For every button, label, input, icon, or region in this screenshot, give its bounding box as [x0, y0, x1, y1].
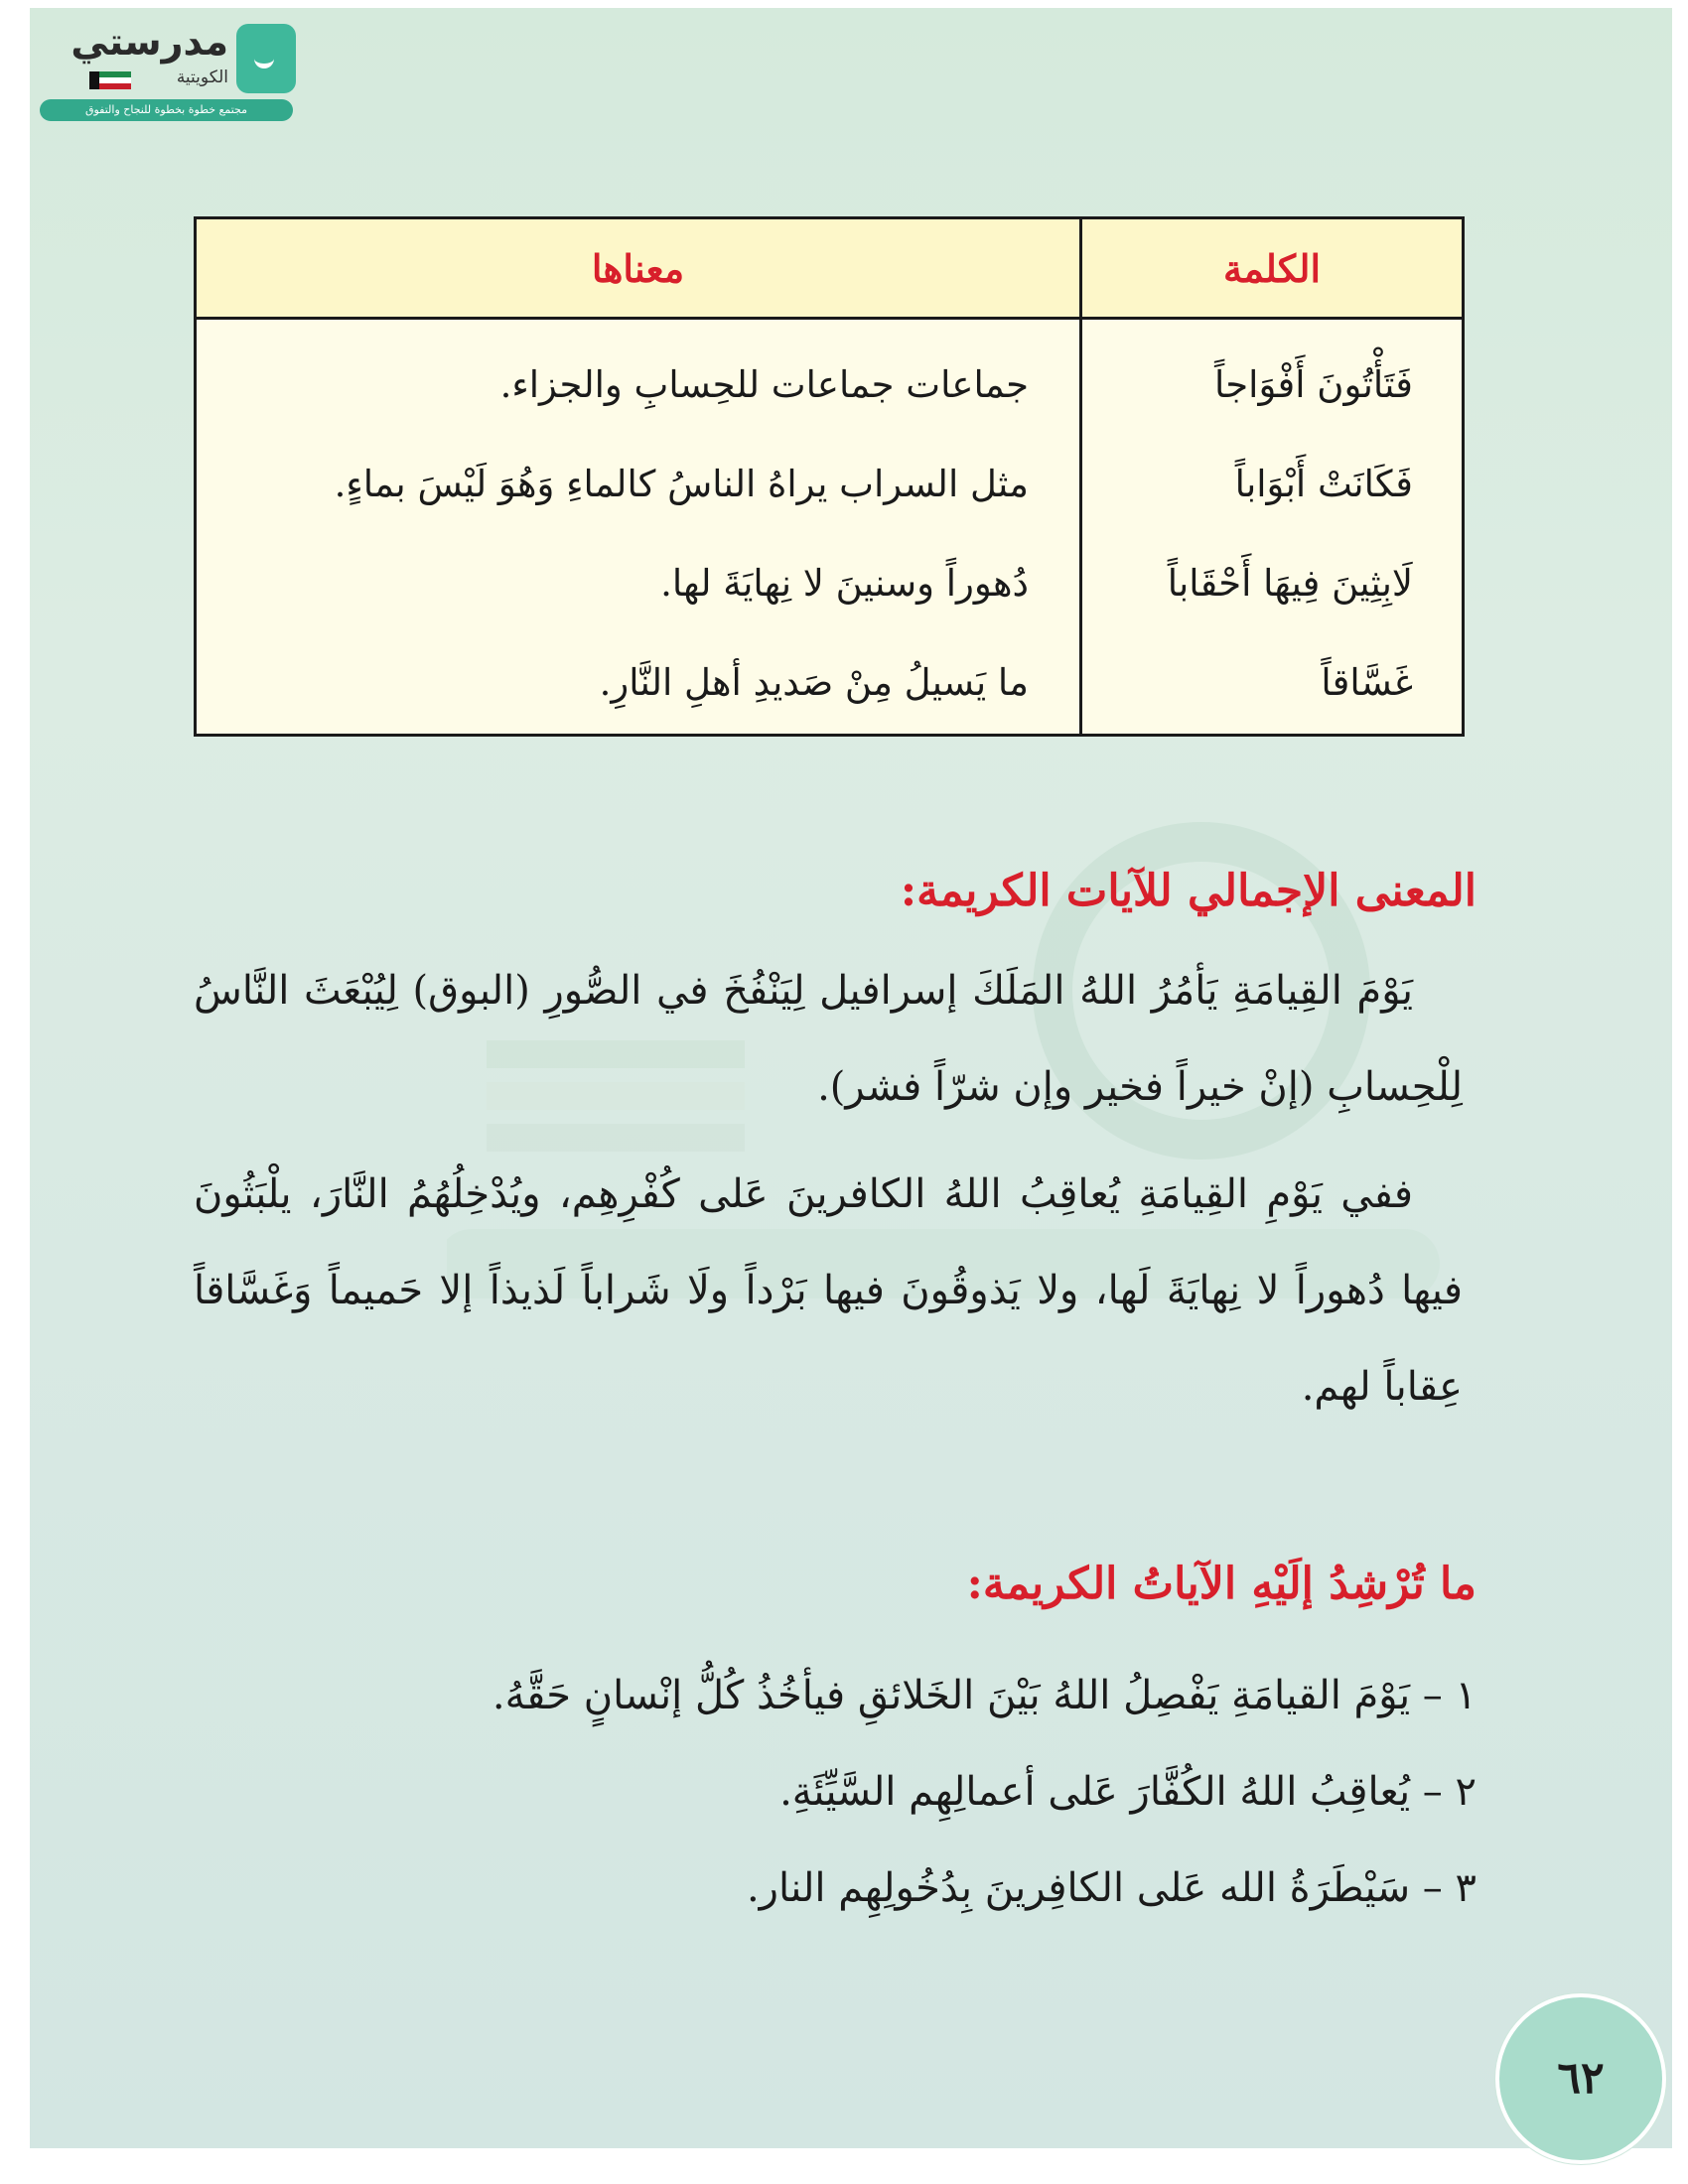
- header-meaning: معناها: [196, 218, 1081, 319]
- logo-icon: [236, 24, 296, 93]
- word-cell: فَكَانَتْ أَبْوَاباً: [1234, 463, 1413, 505]
- meaning-cell: ما يَسيلُ مِنْ صَديدِ أهلِ النَّارِ.: [599, 661, 1029, 704]
- list-item: ٢ – يُعاقِبُ اللهُ الكُفَّارَ عَلى أعمالِهِم السَّيِّئَةِ.: [779, 1769, 1477, 1815]
- logo-subtitle: الكويتية: [176, 68, 228, 87]
- section-heading-meaning: المعنى الإجمالي للآيات الكريمة:: [900, 866, 1477, 916]
- meaning-cell: جماعات جماعات للحِسابِ والجزاء.: [499, 363, 1029, 406]
- guidance-list: [492, 1648, 1477, 1937]
- word-cell: فَتَأْتُونَ أَفْوَاجاً: [1214, 363, 1413, 406]
- word-cell: لَابِثِينَ فِيهَا أَحْقَاباً: [1167, 562, 1413, 605]
- paragraph: يَوْمَ القِيامَةِ يَأمُرُ اللهُ المَلَكَ إسرافيل لِيَنْفُخَ في الصُّورِ (البوق) لِيُبْعَثَ النَّاسُ لِلْحِسابِ (إنْ خيراً فخير وإن شرّاً فشر).: [194, 968, 1463, 1110]
- list-item: ٣ – سَيْطَرَةُ الله عَلى الكافِرينَ بِدُخُولِهِم النار.: [746, 1865, 1477, 1911]
- vocabulary-table: [194, 216, 1465, 737]
- word-column: [1081, 319, 1464, 736]
- header-word: الكلمة: [1081, 218, 1464, 319]
- meaning-cell: دُهوراً وسنينَ لا نِهايَةَ لها.: [660, 562, 1029, 605]
- paragraph: ففي يَوْمِ القِيامَةِ يُعاقِبُ اللهُ الكافرينَ عَلى كُفْرِهِم، ويُدْخِلُهُمُ النَّارَ، يلْبَثُونَ فيها دُهوراً لا نِهايَةَ لَها، ولا يَذوقُونَ فيها بَرْداً ولَا شَراباً لَذيذاً إلا حَميماً وَغَسَّاقاً عِقاباً لهم.: [194, 1171, 1463, 1410]
- section-heading-guidance: ما تُرْشِدُ إلَيْهِ الآياتُ الكريمة:: [966, 1559, 1477, 1609]
- word-cell: غَسَّاقاً: [1321, 661, 1413, 704]
- kuwait-flag-icon: [89, 71, 131, 89]
- page-number: ٦٢: [1495, 1993, 1666, 2164]
- table-row: [196, 319, 1464, 736]
- meaning-column: [196, 319, 1081, 736]
- logo-name: مدرستي: [70, 20, 228, 64]
- meaning-cell: مثل السراب يراهُ الناسُ كالماءِ وَهُوَ لَيْسَ بماءٍ.: [334, 463, 1029, 505]
- table-header-row: [196, 218, 1464, 319]
- list-item: ١ – يَوْمَ القيامَةِ يَفْصِلُ اللهُ بَيْنَ الخَلائقِ فيأخُذُ كُلُّ إنْسانٍ حَقَّهُ.: [492, 1673, 1477, 1718]
- site-logo[interactable]: [38, 20, 296, 129]
- logo-tagline: مجتمع خطوة بخطوة للنجاح والتفوق: [40, 99, 293, 121]
